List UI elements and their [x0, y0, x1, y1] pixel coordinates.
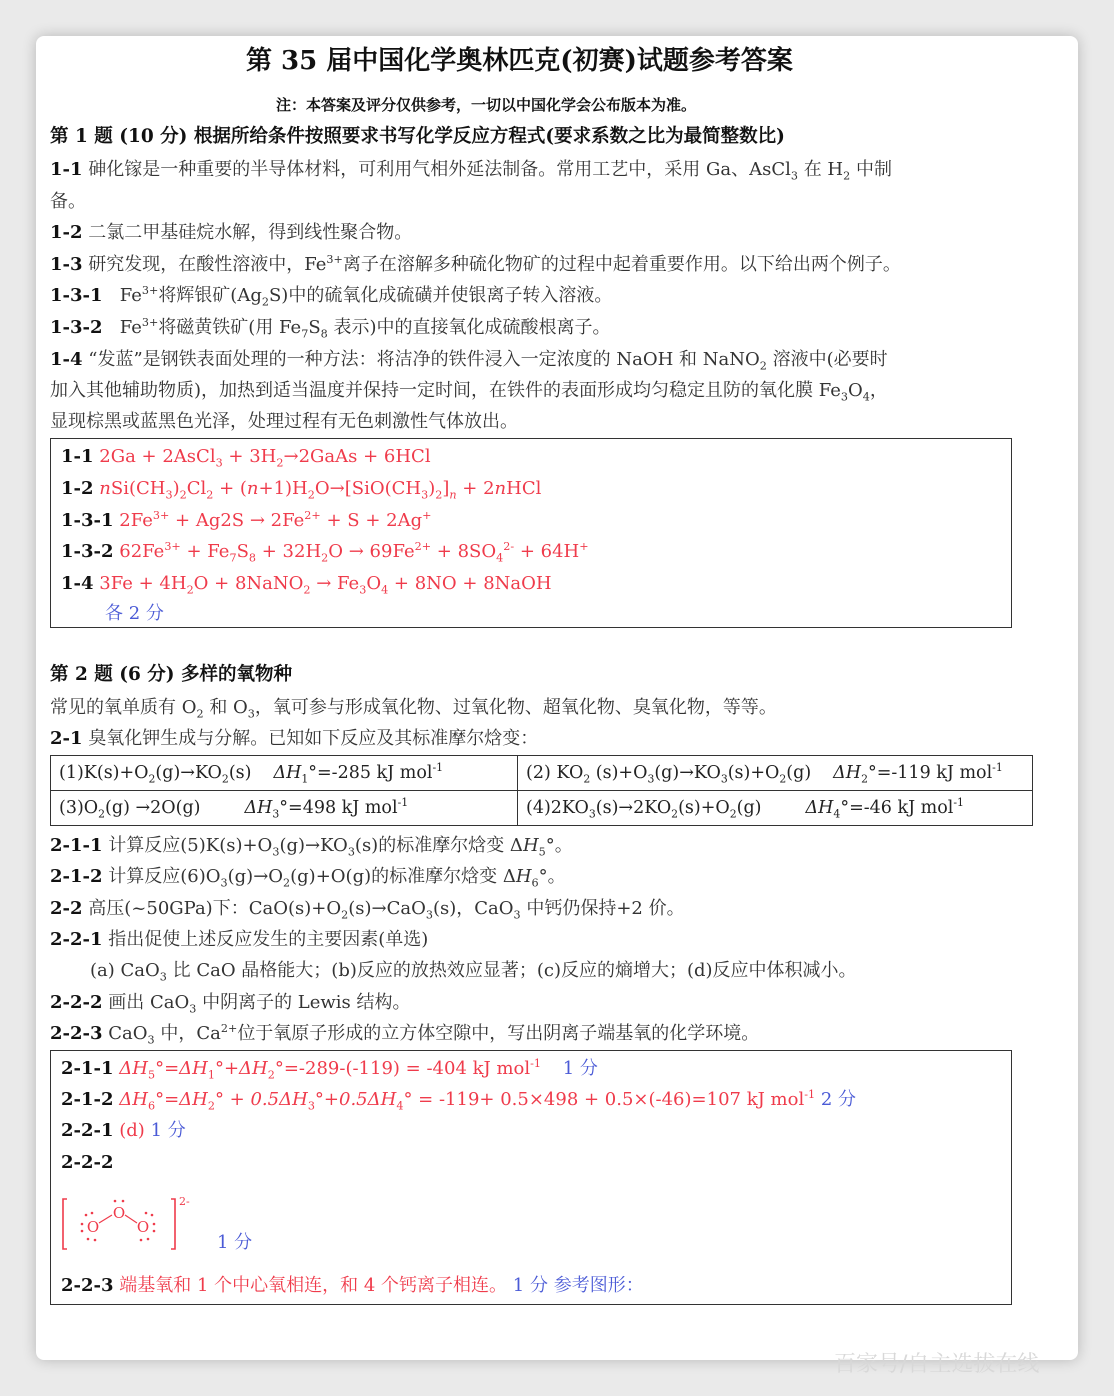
- lewis-atom-center: O: [112, 1204, 126, 1222]
- reaction-2: (2) $KO_2$ $(s)+O_3(g)\to KO_3(s)+O_2(g)$ $\Delta H_2^\circ=-119$ kJ mol$^{-1}$: [518, 756, 1033, 791]
- q2-2-2-text: 2-2-2 画出 CaO$_3$ 中阴离子的 Lewis 结构。: [50, 992, 411, 1016]
- lewis-atom-right: O: [136, 1218, 150, 1236]
- q1-3-text: 1-3 研究发现，在酸性溶液中，$Fe^{3+}$离子在溶解多种硫化物矿的过程中起着重要作用。以下给出两个例子。: [50, 253, 901, 275]
- q1-1-text: 1-1 砷化镓是一种重要的半导体材料，可利用气相外延法制备。常用工艺中，采用 Ga、AsCl$_3$ 在 $H_2$ 中制: [50, 159, 892, 183]
- answer-1-4: 1-4 $3Fe + 4H_2O$ + 8NaNO$_2$ → $Fe_3O_4 + 8NO$ + 8NaOH: [61, 573, 552, 597]
- q1-4-text-line2: 加入其他辅助物质)，加热到适当温度并保持一定时间，在铁件的表面形成均匀稳定且防的氧化膜 $Fe_3O_4$，: [50, 380, 888, 404]
- q2-answer-box: [50, 1050, 1012, 1305]
- answer-2-1-1: 2-1-1 $\Delta H_5^\circ=\Delta H_1^\circ+\Delta H_2^\circ=-289-(-119) = -404$ kJ mol$^{-1}$ 1 分: [61, 1057, 598, 1082]
- q1-4-text-line3: 显现棕黑或蓝黑色光泽，处理过程有无色刺激性气体放出。: [50, 411, 518, 432]
- q2-2-3-text: 2-2-3 CaO$_3$ 中，$Ca^{2+}$位于氧原子形成的立方体空隙中，写出阴离子端基氧的化学环境。: [50, 1022, 760, 1047]
- q2-2-1-options: (a) CaO$_3$ 比 CaO 晶格能大；(b)反应的放热效应显著；(c)反应的熵增大；(d)反应中体积减小。: [90, 960, 857, 984]
- q1-3-1-text: 1-3-1 $Fe^{3+}$将辉银矿$(Ag_2S)$中的硫氧化成硫磺并使银离子转入溶液。: [50, 284, 613, 309]
- answer-1-score: 各 2 分: [105, 603, 164, 624]
- q1-4-text: 1-4 “发蓝”是钢铁表面处理的一种方法：将洁净的铁件浸入一定浓度的 NaOH 和 NaNO$_2$ 溶液中(必要时: [50, 349, 888, 373]
- reaction-4: $(4)2KO_3(s)\to 2KO_2(s)+O_2(g)$ $\Delta H_4^\circ=-46$ kJ mol$^{-1}$: [518, 791, 1033, 826]
- reaction-3: $(3)O_2(g) \to 2O(g)$ $\Delta H_3^\circ=498$ kJ mol$^{-1}$: [51, 791, 518, 826]
- q1-heading: 第 1 题 (10 分) 根据所给条件按照要求书写化学反应方程式(要求系数之比为最简整数比): [50, 126, 785, 147]
- answer-2-2-1: 2-2-1 (d) 1 分: [61, 1120, 186, 1141]
- lewis-charge: 2-: [179, 1195, 190, 1208]
- page-title: 第 35 届中国化学奥林匹克(初赛)试题参考答案: [246, 46, 793, 76]
- q2-2-text: 2-2 高压(~50GPa)下：$CaO(s)+O_2(s)\to CaO_3(s)$，CaO$_3$ 中钙仍保持+2 价。: [50, 898, 685, 922]
- q1-answer-box: [50, 438, 1012, 628]
- answer-sheet-page: [36, 36, 1078, 1360]
- q1-2-text: 1-2 二氯二甲基硅烷水解，得到线性聚合物。: [50, 222, 413, 243]
- reaction-1: $(1)K(s)+O_2(g)\to KO_2(s)$ $\Delta H_1^\circ=-285$ kJ mol$^{-1}$: [51, 756, 518, 791]
- q1-1-text-cont: 备。: [50, 191, 86, 212]
- answer-2-1-2: 2-1-2 $\Delta H_6^\circ=\Delta H_2^\circ + 0.5\Delta H_3^\circ+0.5\Delta H_4^\circ = -119+ 0.5\times 498 + 0.5\times(-46)=107$ kJ mol$^{-1}$ 2 分: [61, 1088, 856, 1113]
- answer-1-3-2: 1-3-2 $62Fe^{3+} + Fe_7S_8 + 32H_2O \to 69Fe^{2+} + 8SO_4^{2-} + 64H^+$: [61, 540, 589, 565]
- answer-1-1: 1-1 2Ga + 2AsCl$_3$ + $3H_2\to 2GaAs + 6HCl$: [61, 446, 431, 470]
- q2-2-1-text: 2-2-1 指出促使上述反应发生的主要因素(单选): [50, 929, 429, 950]
- q2-intro: 常见的氧单质有 $O_2$ 和 $O_3$，氧可参与形成氧化物、过氧化物、超氧化物、臭氧化物，等等。: [50, 697, 777, 721]
- answer-1-2: 1-2 $nSi(CH_3)_2Cl_2 + (n+1)H_2O\to[SiO(CH_3)_2]_n$ + 2nHCl: [61, 478, 542, 502]
- q1-3-2-text: 1-3-2 $Fe^{3+}$将磁黄铁矿(用 $Fe_7S_8$ 表示)中的直接氧化成硫酸根离子。: [50, 316, 611, 341]
- answer-1-3-1: 1-3-1 $2Fe^{3+} + Ag2S \to 2Fe^{2+} + S + 2Ag^+$: [61, 509, 432, 531]
- answer-2-2-3: 2-2-3 端基氧和 1 个中心氧相连，和 4 个钙离子相连。 1 分 参考图形：: [61, 1275, 644, 1296]
- watermark: 百家号/自主选拔在线: [834, 1352, 1040, 1377]
- answer-2-2-2-score: 1 分: [217, 1232, 253, 1253]
- q2-1-1-text: 2-1-1 计算反应$(5)K(s)+O_3(g)\to KO_3(s)$的标准摩尔焓变 $\Delta H_5^\circ$。: [50, 835, 573, 859]
- answer-2-2-2-label: 2-2-2: [61, 1152, 114, 1173]
- lewis-structure-diagram: [61, 1191, 211, 1255]
- q2-1-2-text: 2-1-2 计算反应$(6)O_3(g)\to O_2(g)+O(g)$的标准摩尔焓变 $\Delta H_6^\circ$。: [50, 866, 566, 890]
- q2-1-text: 2-1 臭氧化钾生成与分解。已知如下反应及其标准摩尔焓变：: [50, 728, 539, 749]
- enthalpy-table: [50, 755, 1033, 826]
- lewis-atom-left: O: [86, 1218, 100, 1236]
- q2-heading: 第 2 题 (6 分) 多样的氧物种: [50, 664, 293, 685]
- disclaimer-note: 注：本答案及评分仅供参考，一切以中国化学会公布版本为准。: [276, 96, 697, 114]
